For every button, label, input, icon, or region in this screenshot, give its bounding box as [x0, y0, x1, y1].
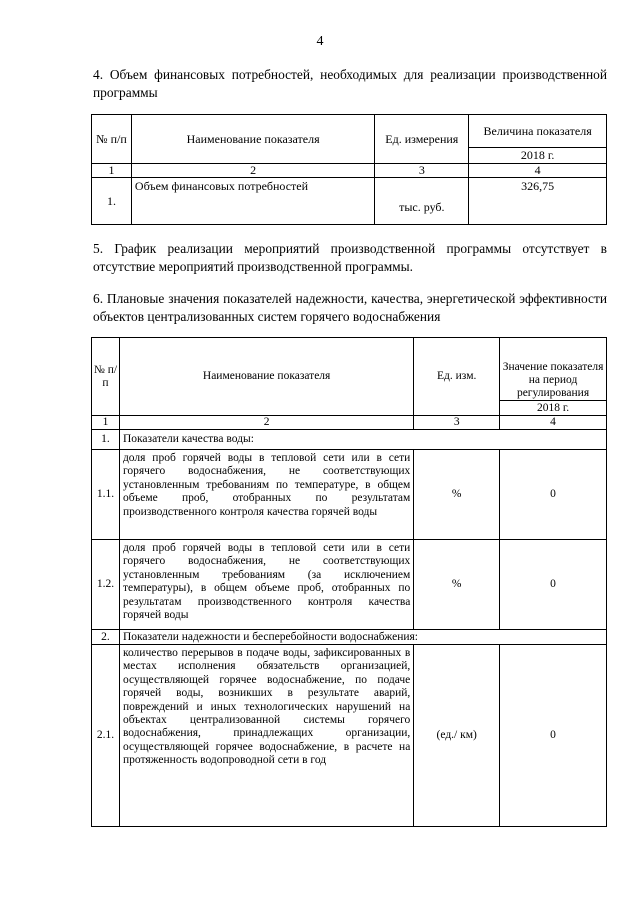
group-num: 2.: [92, 630, 120, 645]
table-row: [92, 450, 607, 540]
index-cell: 4: [469, 164, 607, 178]
row-name: количество перерывов в подаче воды, зафиксированных в местах исполнения обязательств организацией, осуществляющей горячее водоснабжение, по подаче горячей воды, возникших в результате аварий, повреждений и иных технологических нарушений на объектах централизованной системы горячего водоснабжения, принадлежащих организации, осуществляющей горячее водоснабжение, в расчете на протяженность водопроводной сети в год: [119, 645, 413, 827]
row-num: 1.1.: [92, 450, 120, 540]
header-unit: Ед. изм.: [414, 338, 500, 416]
header-name: Наименование показателя: [119, 338, 413, 416]
header-num: № п/п: [92, 338, 120, 416]
header-unit: Ед. измерения: [375, 115, 469, 164]
page-number: 4: [316, 34, 324, 49]
index-row: [92, 416, 607, 430]
row-unit: %: [414, 540, 500, 630]
row-value: 0: [500, 540, 607, 630]
index-cell: 2: [119, 416, 413, 430]
row-name: доля проб горячей воды в тепловой сети или в сети горячего водоснабжения, не соответствующих установленным требованиям (за исключением температуры), в общем объеме проб, отобранных по результатам производственного контроля качества горячей воды: [119, 540, 413, 630]
row-unit: (ед./ км): [414, 645, 500, 827]
index-cell: 4: [500, 416, 607, 430]
header-value: Значение показателя на период регулирования: [500, 338, 607, 401]
header-year: 2018 г.: [500, 401, 607, 416]
section-5-text: 5. График реализации мероприятий производственной программы отсутствует в отсутствие мероприятий производственной программы.: [93, 241, 607, 274]
index-row: [92, 164, 607, 178]
row-value: 326,75: [469, 178, 607, 225]
group-row: [92, 630, 607, 645]
financial-needs-table: [91, 114, 607, 225]
row-unit: тыс. руб.: [375, 178, 469, 225]
row-num: 2.1.: [92, 645, 120, 827]
group-title: Показатели качества воды:: [119, 430, 606, 450]
group-num: 1.: [92, 430, 120, 450]
header-name: Наименование показателя: [131, 115, 374, 164]
table-row: [92, 178, 607, 225]
row-value: 0: [500, 645, 607, 827]
row-unit: %: [414, 450, 500, 540]
group-title: Показатели надежности и бесперебойности водоснабжения:: [119, 630, 606, 645]
header-value: Величина показателя: [469, 115, 607, 148]
index-cell: 1: [92, 416, 120, 430]
group-row: [92, 430, 607, 450]
index-cell: 1: [92, 164, 132, 178]
indicators-table: [91, 337, 607, 827]
row-name: Объем финансовых потребностей: [131, 178, 374, 225]
row-num: 1.2.: [92, 540, 120, 630]
header-num: № п/п: [92, 115, 132, 164]
index-cell: 3: [375, 164, 469, 178]
table-row: [92, 645, 607, 827]
index-cell: 2: [131, 164, 374, 178]
header-year: 2018 г.: [469, 148, 607, 164]
row-name: доля проб горячей воды в тепловой сети или в сети горячего водоснабжения, не соответствующих установленным требованиям по температуре, в общем объеме проб, отобранных по результатам производственного контроля качества горячей воды: [119, 450, 413, 540]
row-num: 1.: [92, 178, 132, 225]
index-cell: 3: [414, 416, 500, 430]
section-6-heading: 6. Плановые значения показателей надежности, качества, энергетической эффективности объектов централизованных систем горячего водоснабжения: [93, 291, 607, 324]
table-row: [92, 540, 607, 630]
section-4-heading: 4. Объем финансовых потребностей, необходимых для реализации производственной программы: [93, 67, 607, 100]
row-value: 0: [500, 450, 607, 540]
